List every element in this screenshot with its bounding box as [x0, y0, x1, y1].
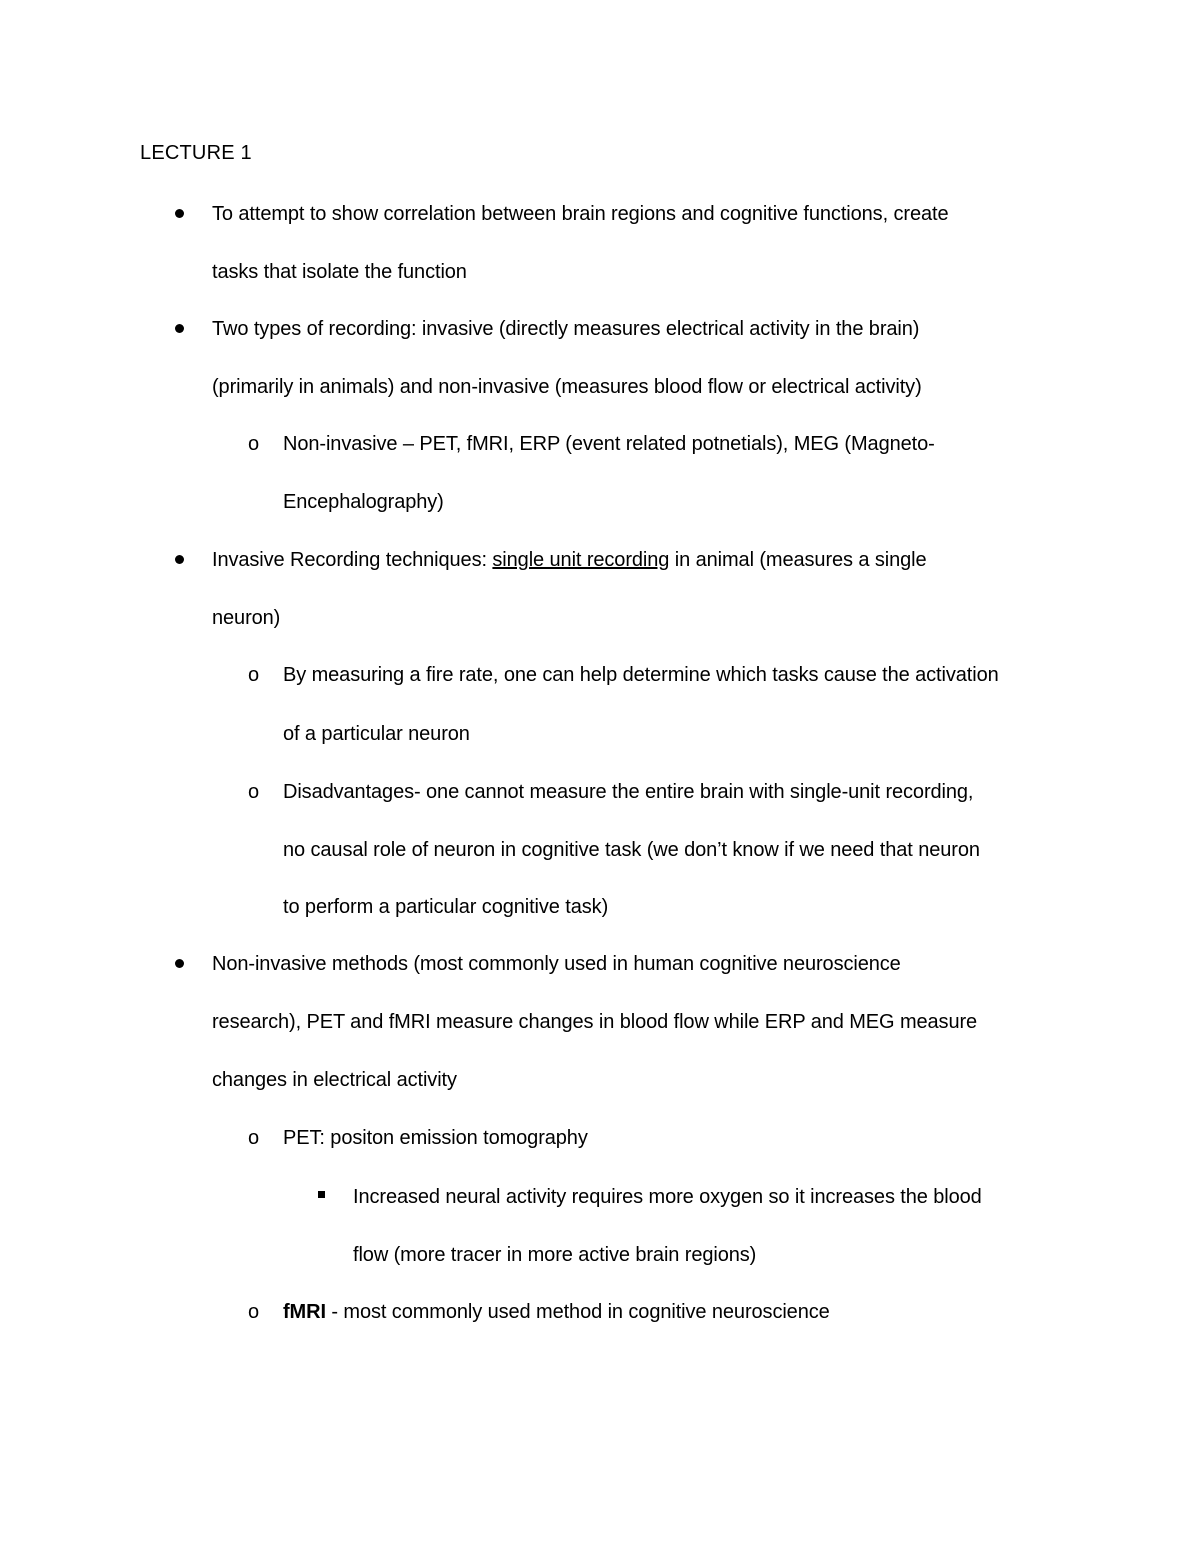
list-item-4-line-3: changes in electrical activity	[212, 1069, 457, 1091]
sub-sub-item-4-1-1-line-2: flow (more tracer in more active brain regions)	[353, 1244, 757, 1266]
sub-sub-item-4-1-1-line-1: Increased neural activity requires more oxygen so it increases the blood	[353, 1186, 982, 1208]
sub-item-4-1-line-1: PET: positon emission tomography	[283, 1127, 588, 1149]
sub-item-3-1-line-2: of a particular neuron	[283, 723, 470, 745]
sub-item-3-1-line-1: By measuring a fire rate, one can help determine which tasks cause the activation	[283, 664, 999, 686]
bold-term: fMRI	[283, 1301, 326, 1323]
list-item-4-line-1: Non-invasive methods (most commonly used in human cognitive neuroscience	[212, 953, 901, 975]
list-item-1-line-2: tasks that isolate the function	[212, 261, 467, 283]
bullet-icon	[175, 324, 184, 333]
list-item-3-prefix: Invasive Recording techniques:	[212, 549, 493, 571]
circle-bullet-icon: o	[248, 664, 260, 686]
sub-item-3-2-line-2: no causal role of neuron in cognitive task (we don’t know if we need that neuron	[283, 839, 980, 861]
sub-item-4-2-rest: - most commonly used method in cognitive neuroscience	[325, 1301, 830, 1323]
circle-bullet-icon: o	[248, 1127, 260, 1149]
list-item-1-line-1: To attempt to show correlation between brain regions and cognitive functions, create	[212, 203, 949, 225]
square-bullet-icon	[318, 1191, 325, 1198]
list-item-3-line-1	[212, 547, 927, 573]
list-item-3-line-2: neuron)	[212, 607, 281, 629]
list-item-2-line-2: (primarily in animals) and non-invasive (measures blood flow or electrical activity)	[212, 376, 922, 398]
sub-item-3-2-line-1: Disadvantages- one cannot measure the entire brain with single-unit recording,	[283, 781, 974, 803]
list-item-4-line-2: research), PET and fMRI measure changes in blood flow while ERP and MEG measure	[212, 1011, 978, 1033]
list-item-3-suffix: in animal (measures a single	[669, 549, 927, 571]
circle-bullet-icon: o	[248, 433, 260, 455]
circle-bullet-icon: o	[248, 1301, 260, 1323]
sub-item-2-1-line-1: Non-invasive – PET, fMRI, ERP (event related potnetials), MEG (Magneto-	[283, 433, 935, 455]
sub-item-3-2-line-3: to perform a particular cognitive task)	[283, 896, 609, 918]
bullet-icon	[175, 959, 184, 968]
sub-item-2-1-line-2: Encephalography)	[283, 491, 444, 513]
bullet-icon	[175, 209, 184, 218]
underlined-term: single unit recording	[492, 549, 670, 571]
sub-item-4-2-line-1	[283, 1299, 830, 1325]
lecture-title: LECTURE 1	[140, 142, 252, 164]
bullet-icon	[175, 555, 184, 564]
circle-bullet-icon: o	[248, 781, 260, 803]
list-item-2-line-1: Two types of recording: invasive (directly measures electrical activity in the brain)	[212, 318, 920, 340]
